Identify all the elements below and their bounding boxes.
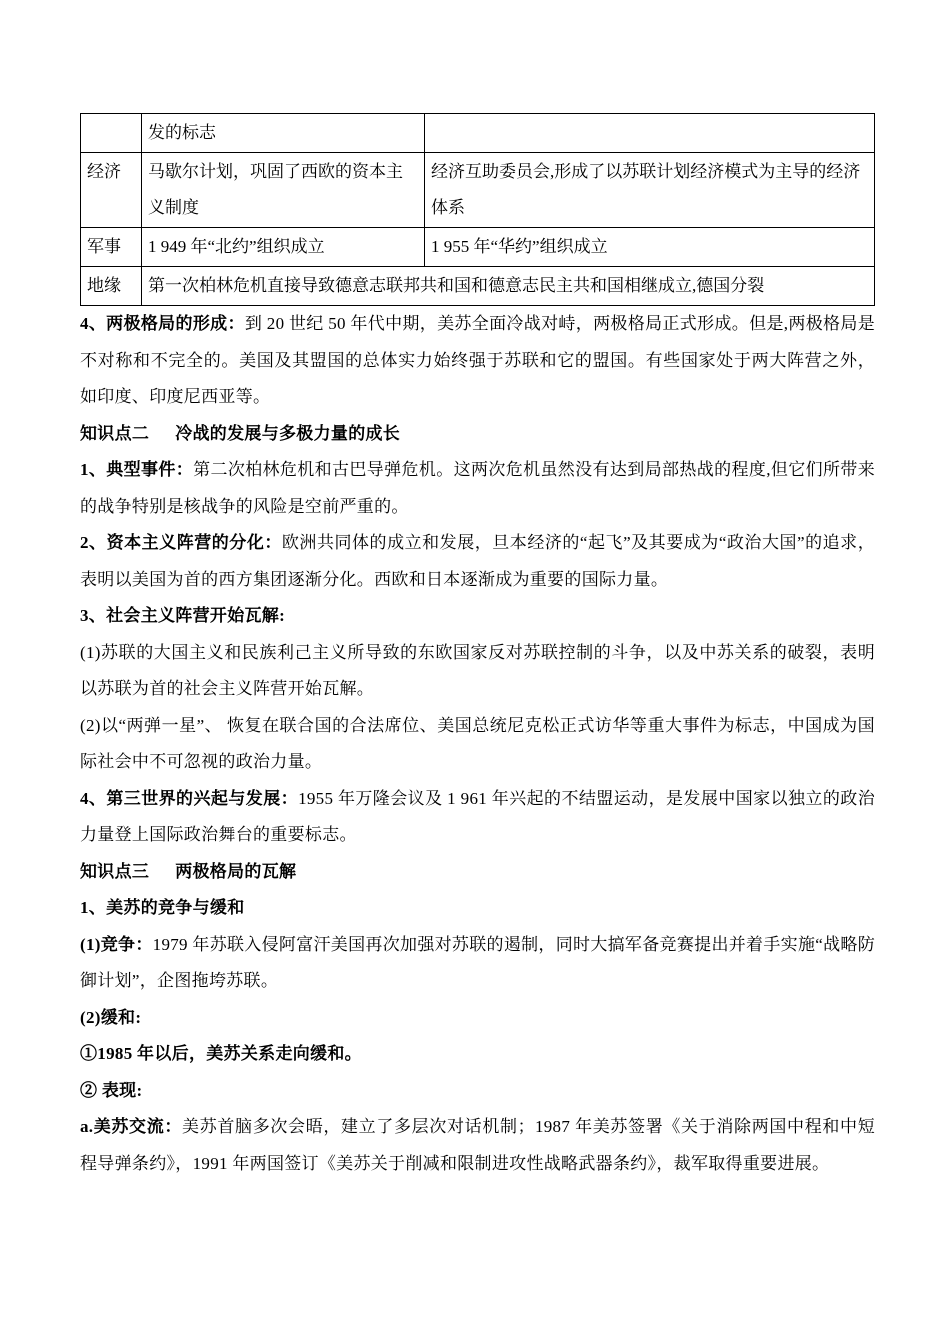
west-cell: 1 949 年“北约”组织成立 — [142, 228, 425, 267]
body-text — [80, 306, 875, 1182]
row-label — [81, 114, 142, 153]
row-label: 地缘 — [81, 267, 142, 306]
paragraph: 2、资本主义阵营的分化：欧洲共同体的成立和发展，旦本经济的“起飞”及其要成为“政治大国”的追求，表明以美国为首的西方集团逐渐分化。西欧和日本逐渐成为重要的国际力量。 — [80, 533, 875, 589]
paragraph: 4、第三世界的兴起与发展：1955 年万隆会议及 1 961 年兴起的不结盟运动，是发展中国家以独立的政治力量登上国际政治舞台的重要标志。 — [80, 788, 876, 844]
section-heading: 知识点二 冷战的发展与多极力量的成长 — [80, 423, 401, 443]
subheading: ② 表现: — [80, 1080, 143, 1100]
table-row — [81, 114, 875, 153]
paragraph: 1、典型事件：第二次柏林危机和古巴导弹危机。这两次危机虽然没有达到局部热战的程度,但它们所带来的战争特别是核战争的风险是空前严重的。 — [80, 460, 875, 516]
paragraph: 4、两极格局的形成：到 20 世纪 50 年代中期，美苏全面冷战对峙，两极格局正式形成。但是,两极格局是不对称和不完全的。美国及其盟国的总体实力始终强于苏联和它的盟国。有些国家处于两大阵营之外，如印度、印度尼西亚等。 — [80, 314, 875, 406]
east-cell: 经济互助委员会,形成了以苏联计划经济模式为主导的经济体系 — [425, 153, 875, 228]
paragraph: (1)竞争：1979 年苏联入侵阿富汗美国再次加强对苏联的遏制，同时大搞军备竞赛提出并着手实施“战略防御计划”，企图拖垮苏联。 — [80, 934, 876, 990]
west-cell: 马歇尔计划，巩固了西欧的资本主义制度 — [142, 153, 425, 228]
document-page — [80, 113, 875, 1182]
subheading: ①1985 年以后，美苏关系走向缓和。 — [80, 1044, 362, 1063]
paragraph: a.美苏交流：美苏首脑多次会晤，建立了多层次对话机制；1987 年美苏签署《关于消除两国中程和中短程导弹条约》，1991 年两国签订《美苏关于削减和限制进攻性战略武器条约》，裁军取得重要进展。 — [80, 1117, 875, 1173]
subheading: 3、社会主义阵营开始瓦解: — [80, 606, 286, 625]
row-label: 军事 — [81, 228, 142, 267]
table-row — [81, 153, 875, 228]
subheading: 1、美苏的竞争与缓和 — [80, 898, 245, 917]
comparison-table — [80, 113, 875, 306]
paragraph: (2)以“两弹一星”、 恢复在联合国的合法席位、美国总统尼克松正式访华等重大事件为标志，中国成为国际社会中不可忽视的政治力量。 — [80, 715, 875, 771]
subheading: (2)缓和: — [80, 1007, 142, 1027]
table-row — [81, 228, 875, 267]
table-row — [81, 267, 875, 306]
east-cell — [425, 114, 875, 153]
paragraph: (1)苏联的大国主义和民族利己主义所导致的东欧国家反对苏联控制的斗争，以及中苏关系的破裂，表明以苏联为首的社会主义阵营开始瓦解。 — [80, 642, 875, 698]
section-heading: 知识点三 两极格局的瓦解 — [80, 861, 297, 881]
west-cell: 发的标志 — [142, 114, 425, 153]
span-cell: 第一次柏林危机直接导致德意志联邦共和国和德意志民主共和国相继成立,德国分裂 — [142, 267, 875, 306]
row-label: 经济 — [81, 153, 142, 228]
east-cell: 1 955 年“华约”组织成立 — [425, 228, 875, 267]
